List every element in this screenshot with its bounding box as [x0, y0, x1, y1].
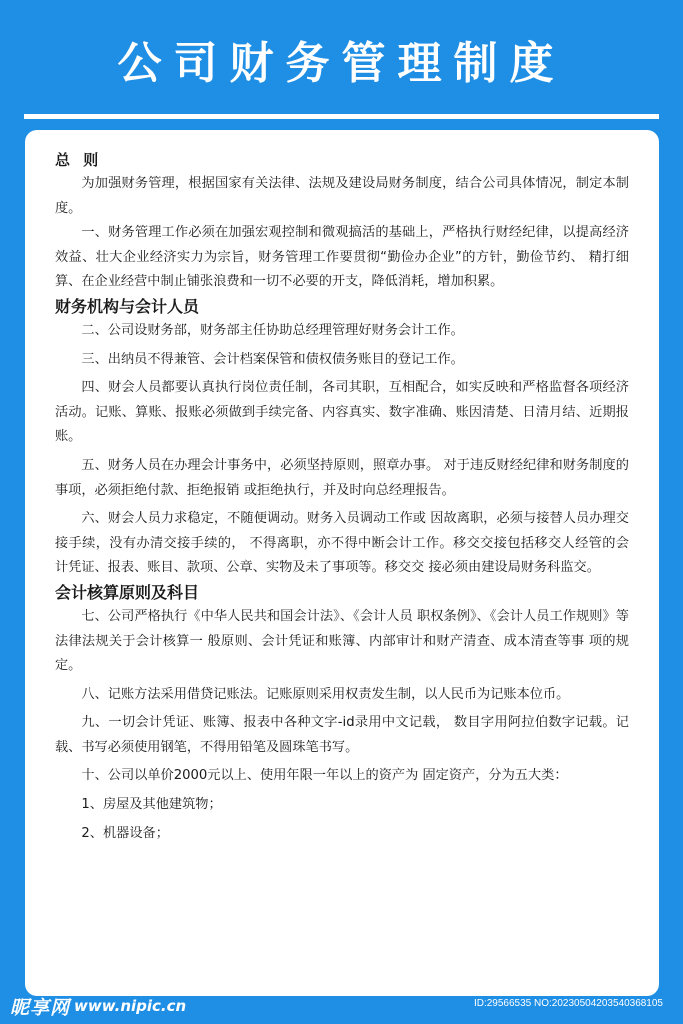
section-heading-finance-staff: 财务机构与会计人员 [55, 296, 200, 316]
clause-4: 四、财会人员都要认真执行岗位责任制，各司其职，互相配合，如实反映和严格监督各项经济活动。记账、算账、报账必须做到手续完备、内容真实、数字准确、账因清楚、日清月结、近期报账。 [55, 380, 629, 445]
content-panel [25, 130, 659, 996]
clause-6: 六、财会人员力求稳定，不随便调动。财务入员调动工作或 因故离职，必须与接替人员办理交接手续，没有办清交接手续的， 不得离职，亦不得中断会计工作。移交交接包括移交人经管的会 计凭证、报表、账目、款项、公章、实物及未了事项等。移交交 接必须由建设局财务科监交。 [55, 511, 629, 576]
section-heading-accounting: 会计核算原则及科目 [55, 582, 200, 602]
clause-5: 五、财务人员在办理会计事务中，必须坚持原则，照章办事。 对于违反财经纪律和财务制度的事项，必须拒绝付款、拒绝报销 或拒绝执行，并及时向总经理报告。 [55, 457, 629, 498]
asset-category-1: 1、房屋及其他建筑物； [81, 797, 222, 813]
page-title: 公司财务管理制度 [117, 38, 566, 89]
clause-3: 三、出纳员不得兼管、会计档案保管和债权债务账目的登记工作。 [81, 351, 464, 367]
clause-9: 九、一切会计凭证、账簿、报表中各种文字-id录用中文记载， 数目字用阿拉伯数字记载。记载、书写必须使用钢笔，不得用铅笔及圆珠笔书写。 [55, 715, 629, 755]
asset-category-2: 2、机器设备； [81, 825, 169, 841]
watermark-url: www.nipic.cn [74, 997, 187, 1015]
clause-10: 十、公司以单价2000元以上、使用年限一年以上的资产为 固定资产，分为五大类： [81, 768, 568, 784]
document-body [55, 148, 629, 846]
clause-2: 二、公司设财务部，财务部主任协助总经理管理好财务会计工作。 [81, 322, 464, 338]
watermark-logo: 昵享网 [10, 996, 71, 1019]
clause-8: 八、记账方法采用借贷记账法。记账原则采用权责发生制，以人民币为记账本位币。 [81, 686, 570, 702]
general-item-1: 一、财务管理工作必须在加强宏观控制和微观搞活的基础上，严格执行财经纪律，以提高经济效益、壮大企业经济实力为宗旨，财务管理工作要贯彻“勤俭办企业”的方针，勤俭节约、 精打细算、在企业经营中制止铺张浪费和一切不必要的开支，降低消耗，增加积累。 [55, 225, 629, 290]
title-divider [24, 114, 659, 119]
general-heading: 总 则 [55, 151, 103, 169]
general-intro: 为加强财务管理，根据国家有关法律、法规及建设局财务制度，结合公司具体情况，制定本制度。 [55, 176, 629, 216]
clause-7: 七、公司严格执行《中华人民共和国会计法》、《会计人员 职权条例》、《会计人员工作规则》等法律法规关于会计核算一 般原则、会计凭证和账簿、内部审计和财产清查、成本清查等事 项的规定。 [55, 608, 629, 674]
image-id-label: ID:29566535 NO:20230504203540368105 [473, 998, 663, 1009]
watermark [10, 994, 186, 1018]
